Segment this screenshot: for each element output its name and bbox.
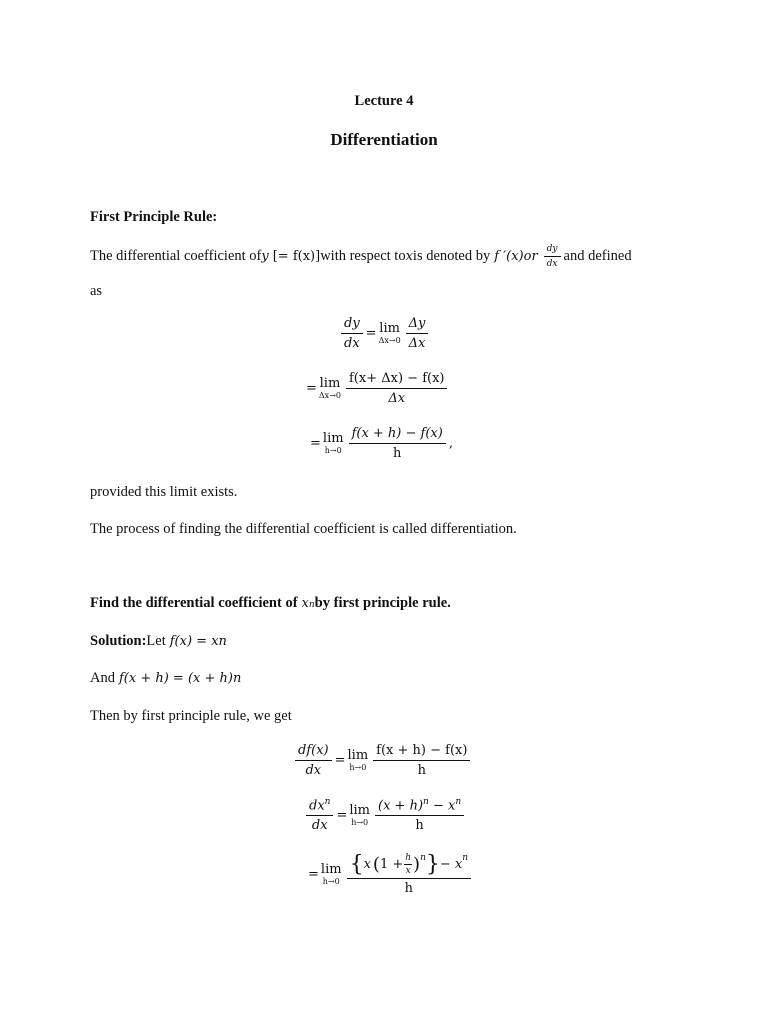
intro-fprime: f ′(x)or	[494, 249, 538, 264]
intro-y: y	[261, 249, 269, 264]
equation-a	[292, 743, 473, 778]
eqc-right-paren: )	[413, 854, 421, 875]
eqa-lhs-den: dx	[305, 763, 322, 778]
eqa-rhs-num: f(x + h) − f(x)	[373, 743, 470, 761]
eqb-equals: =	[336, 807, 348, 823]
eqc-h: h	[405, 853, 412, 863]
eqb-lhs-den: dx	[311, 818, 328, 834]
eq3-limit	[323, 432, 344, 455]
eq3-rhs	[349, 426, 446, 461]
intro-dydx-fraction	[544, 244, 561, 269]
and-eq: f(x + h) = (x + h)	[118, 671, 233, 686]
eqc-lim-sub: h→0	[322, 877, 340, 886]
eq2-lim-word: lim	[319, 376, 341, 391]
eqb-rhs-num-a: (x + h)	[378, 798, 424, 814]
eqb-rhs-den: h	[415, 818, 424, 834]
and-label: And	[90, 670, 115, 686]
heading-n: n	[308, 600, 315, 610]
eqc-hx-fraction	[404, 853, 412, 876]
eqb-rhs-num-b: − x	[428, 798, 456, 814]
eqa-lim-sub: h→0	[349, 763, 367, 772]
eqc-minus: − x	[439, 857, 463, 872]
eqc-x: x	[363, 857, 371, 872]
eqb-lim-word: lim	[349, 802, 371, 818]
eqa-lhs-num: df(x)	[295, 743, 332, 761]
eqc-n2: n	[462, 853, 469, 863]
eq1-limit	[379, 322, 401, 345]
heading-text-b: by first principle rule.	[314, 595, 451, 611]
solution-n: n	[218, 634, 227, 649]
eq2-rhs-den: Δx	[388, 391, 406, 406]
lecture-label: Lecture 4	[354, 93, 414, 109]
solution-label: Solution:	[90, 633, 147, 649]
eqc-equals: =	[308, 867, 319, 882]
eq2-rhs-num: f(x+ Δx) − f(x)	[346, 371, 447, 389]
eq1-equals: =	[365, 326, 377, 341]
eq1-rhs	[406, 316, 429, 351]
page-title: Differentiation	[330, 130, 438, 149]
solution-line	[90, 633, 227, 650]
intro-fx: [= f(x)]	[272, 249, 321, 264]
eq1-lim-word: lim	[379, 321, 400, 336]
intro-x: x	[405, 249, 413, 264]
and-line	[90, 670, 241, 687]
solution-eq: f(x) = x	[169, 634, 219, 649]
eqc-n: n	[420, 853, 426, 863]
eq3-comma: ,	[448, 436, 453, 451]
eq3-rhs-den: h	[393, 446, 402, 461]
eq1-rhs-den: Δx	[408, 336, 426, 351]
eq2-limit	[319, 377, 341, 400]
eq1-lhs-num: dy	[341, 316, 363, 334]
eq3-lim-word: lim	[322, 431, 344, 446]
process-text: The process of finding the differential coefficient is called differentiation.	[90, 521, 517, 537]
equation-2	[306, 371, 450, 406]
eqc-right-brace: }	[425, 851, 440, 877]
eq1-rhs-num: Δy	[406, 316, 429, 334]
intro-text-b: with respect to	[320, 248, 406, 264]
eqc-one: 1 +	[379, 857, 404, 872]
eqb-lhs	[306, 797, 333, 833]
eq2-lim-sub: Δx→0	[318, 391, 341, 400]
equation-3	[310, 426, 453, 461]
heading-x: x	[301, 596, 309, 611]
eqa-rhs-den: h	[417, 763, 426, 778]
provided-text: provided this limit exists.	[90, 484, 238, 500]
section-heading-find	[90, 595, 451, 612]
eqa-lim-word: lim	[347, 748, 369, 763]
and-n: n	[232, 671, 242, 686]
intro-dx: dx	[546, 259, 558, 269]
equation-b	[303, 797, 467, 833]
intro-as: as	[90, 283, 103, 299]
section-heading-first-principle: First Principle Rule:	[90, 209, 218, 225]
equation-c	[308, 853, 474, 896]
intro-line	[90, 244, 632, 269]
intro-text-a: The differential coefficient of	[90, 248, 262, 264]
solution-text: Let	[146, 633, 166, 649]
eq1-lim-sub: Δx→0	[378, 336, 401, 345]
eqa-equals: =	[334, 753, 346, 768]
eqa-rhs	[373, 743, 470, 778]
eqc-den: h	[404, 881, 413, 896]
intro-text-d: and defined	[563, 248, 632, 264]
eqb-rhs-num-n: n	[423, 797, 429, 807]
eqb-rhs-num-n2: n	[455, 797, 462, 807]
eqc-left-brace: {	[349, 851, 364, 877]
eqa-lhs	[295, 743, 332, 778]
intro-dy: dy	[544, 244, 561, 257]
eq1-lhs-den: dx	[344, 336, 360, 351]
heading-text-a: Find the differential coefficient of	[90, 595, 298, 611]
then-text: Then by first principle rule, we get	[90, 708, 292, 724]
eqc-limit	[321, 863, 342, 886]
eqc-left-paren: (	[372, 854, 380, 875]
equation-1	[338, 316, 431, 351]
eqc-xs: x	[405, 866, 411, 876]
eqc-rhs	[347, 853, 471, 896]
eq3-lim-sub: h→0	[324, 446, 342, 455]
eqc-lim-word: lim	[320, 862, 342, 877]
intro-text-c: is denoted by	[412, 248, 491, 264]
eqb-lim-sub: h→0	[351, 817, 369, 827]
eq3-rhs-num: f(x + h) − f(x)	[349, 426, 446, 444]
eqb-lhs-num: dx	[309, 798, 325, 814]
eq1-lhs	[341, 316, 363, 351]
eqa-limit	[348, 749, 369, 772]
eq2-rhs	[346, 371, 447, 406]
eqb-limit	[349, 804, 370, 827]
eqb-rhs	[375, 797, 464, 833]
eq2-equals: =	[306, 381, 317, 396]
eqb-lhs-num-n: n	[324, 797, 331, 807]
eq3-equals: =	[310, 436, 321, 451]
